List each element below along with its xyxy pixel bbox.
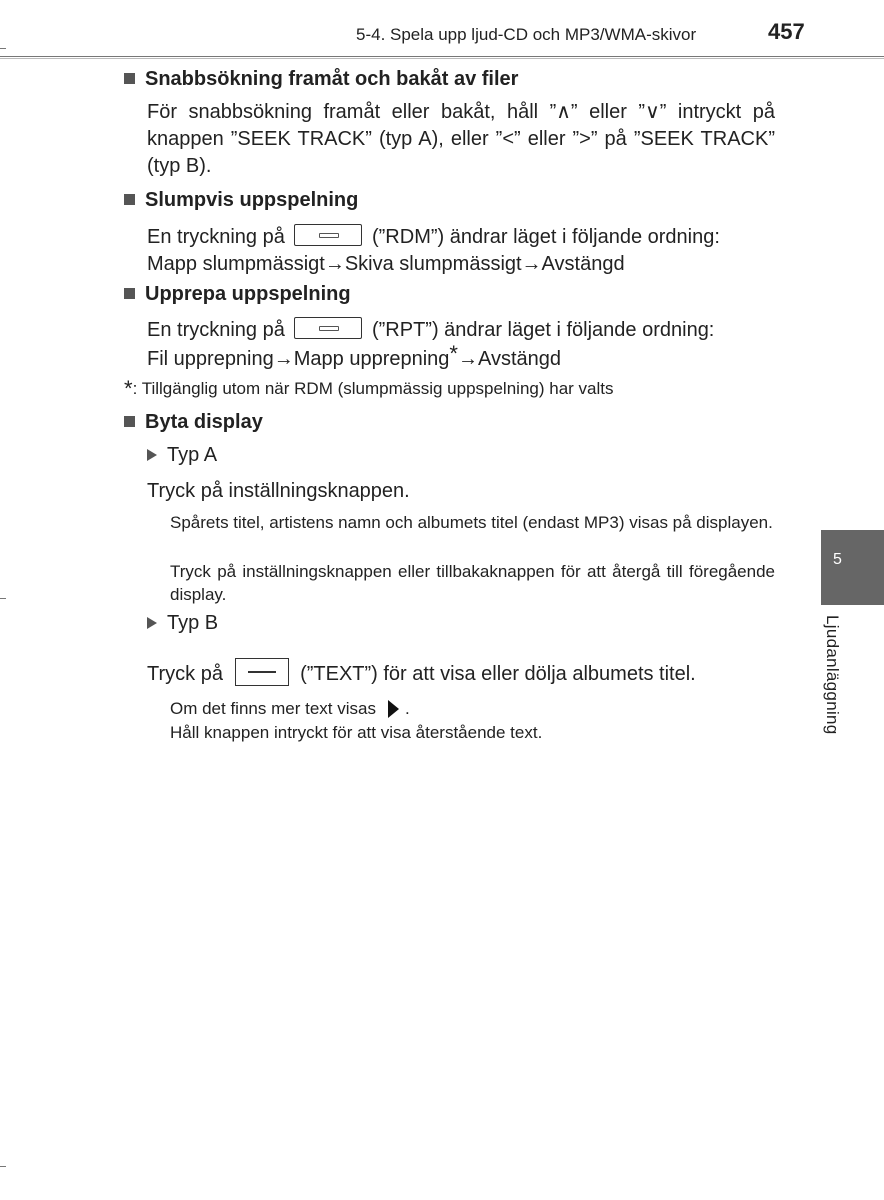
header-rule-secondary <box>0 58 884 59</box>
random-paragraph <box>147 221 775 278</box>
type-a-note2: Tryck på inställningsknappen eller tillbakaknappen för att återgå till föregående display. <box>170 562 775 604</box>
repeat-line1-end: (”RPT”) ändrar läget i följande ordning: <box>371 319 715 341</box>
section-heading-seek <box>124 68 518 91</box>
triangle-bullet-icon <box>147 449 157 461</box>
repeat-line2-b: →Avstängd <box>457 348 562 370</box>
heading-text: Slumpvis uppspelning <box>145 189 359 211</box>
chapter-label: Ljudanläggning <box>823 615 842 735</box>
type-b-text: Typ B <box>167 612 219 634</box>
type-b-end: (”TEXT”) för att visa eller dölja albumets titel. <box>300 663 696 685</box>
rdm-button-icon <box>294 224 362 246</box>
heading-text: Snabbsökning framåt och bakåt av filer <box>145 68 519 90</box>
repeat-star: * <box>449 341 458 366</box>
type-b-note1 <box>170 696 775 720</box>
header-rule <box>0 56 884 57</box>
random-line1-end: (”RDM”) ändrar läget i följande ordning: <box>371 226 720 248</box>
repeat-paragraph <box>147 314 775 373</box>
type-a-instruction: Tryck på inställningsknappen. <box>147 480 410 502</box>
type-b-label <box>147 612 218 635</box>
page-number: 457 <box>768 19 805 44</box>
footnote-star: * <box>124 376 133 401</box>
type-b-note1-start: Om det finns mer text visas <box>170 699 376 718</box>
random-line2: Mapp slumpmässigt→Skiva slumpmässigt→Avstängd <box>147 253 625 275</box>
crop-mark <box>0 48 6 49</box>
heading-text: Upprepa uppspelning <box>145 283 351 305</box>
section-heading-repeat <box>124 283 351 306</box>
repeat-line2-a: Fil upprepning→Mapp upprepning <box>147 348 450 370</box>
square-bullet-icon <box>124 73 135 84</box>
type-a-note1: Spårets titel, artistens namn och albumets titel (endast MP3) visas på displayen. <box>170 513 773 532</box>
more-text-arrow-icon <box>388 700 399 718</box>
seek-paragraph: För snabbsökning framåt eller bakåt, håll ”∧” eller ”∨” intryckt på knappen ”SEEK TRACK” (typ A), eller ”<” eller ”>” på ”SEEK TRACK” (typ B). <box>147 101 775 177</box>
square-bullet-icon <box>124 194 135 205</box>
section-heading-random <box>124 189 358 212</box>
heading-text: Byta display <box>145 411 263 433</box>
type-b-instruction <box>147 652 775 688</box>
square-bullet-icon <box>124 416 135 427</box>
footnote <box>124 374 614 400</box>
crop-mark <box>0 598 6 599</box>
type-b-note2: Håll knappen intryckt för att visa återstående text. <box>170 723 543 742</box>
section-heading-display <box>124 411 263 434</box>
random-line1-start: En tryckning på <box>147 226 285 248</box>
header-title: 5-4. Spela upp ljud-CD och MP3/WMA-skivor <box>356 25 697 44</box>
triangle-bullet-icon <box>147 617 157 629</box>
footnote-text: : Tillgänglig utom när RDM (slumpmässig uppspelning) har valts <box>132 379 614 398</box>
type-b-start: Tryck på <box>147 663 223 685</box>
type-a-label <box>147 444 217 467</box>
repeat-line1-start: En tryckning på <box>147 319 285 341</box>
chapter-tab-number: 5 <box>833 551 842 568</box>
rpt-button-icon <box>294 317 362 339</box>
type-a-text: Typ A <box>167 444 218 466</box>
chapter-tab <box>821 530 884 605</box>
crop-mark <box>0 1166 6 1167</box>
type-b-note1-end: . <box>404 699 410 718</box>
text-button-icon <box>235 658 289 686</box>
square-bullet-icon <box>124 288 135 299</box>
